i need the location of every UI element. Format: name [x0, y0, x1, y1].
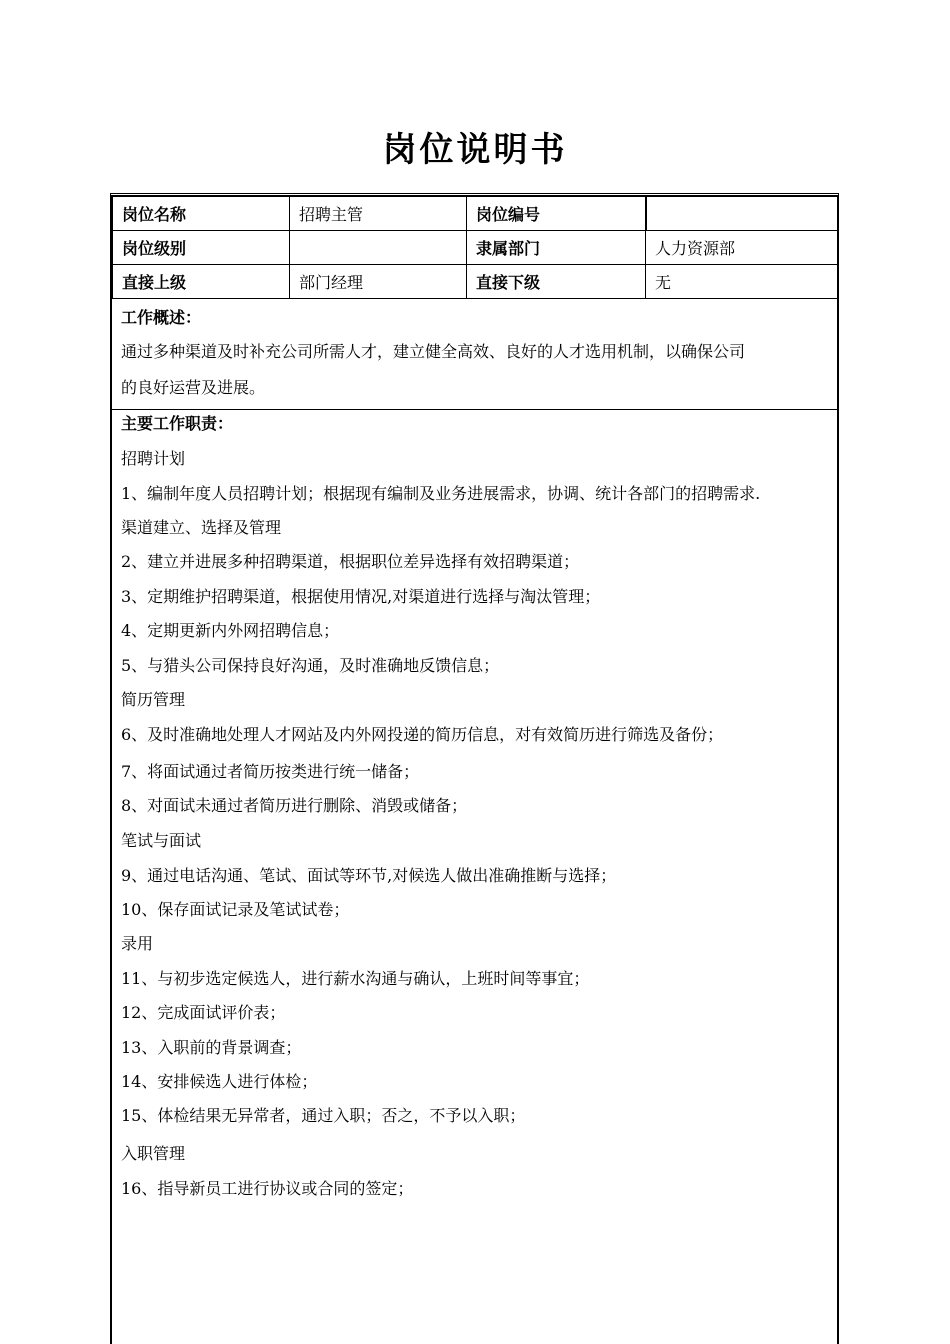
- duty-line: 12、完成面试评价表；: [121, 1003, 286, 1022]
- duty-line: 入职管理: [121, 1144, 186, 1163]
- position-name-value: 招聘主管: [290, 197, 467, 231]
- duty-line: 10、保存面试记录及笔试试卷；: [121, 900, 350, 919]
- department-value: 人力资源部: [646, 231, 838, 265]
- section-divider: [112, 409, 837, 410]
- duty-line: 8、对面试未通过者简历进行删除、消毁或储备；: [121, 796, 468, 815]
- summary-heading: 工作概述：: [121, 308, 202, 327]
- table-row: [113, 265, 838, 299]
- position-code-value: [646, 197, 838, 231]
- duties-heading: 主要工作职责：: [121, 414, 234, 433]
- duty-line: 1、编制年度人员招聘计划；根据现有编制及业务进展需求，协调、统计各部门的招聘需求.: [121, 484, 761, 503]
- position-info-table: [112, 196, 838, 299]
- duty-line: 14、安排候选人进行体检；: [121, 1072, 318, 1091]
- direct-subordinate-label: 直接下级: [467, 265, 646, 299]
- position-level-value: [290, 231, 467, 265]
- summary-line: 通过多种渠道及时补充公司所需人才，建立健全高效、良好的人才选用机制，以确保公司: [121, 342, 746, 361]
- department-label: 隶属部门: [467, 231, 646, 265]
- duty-line: 招聘计划: [121, 449, 186, 468]
- duty-line: 笔试与面试: [121, 831, 202, 850]
- duty-line: 16、指导新员工进行协议或合同的签定；: [121, 1179, 414, 1198]
- table-row: [113, 231, 838, 265]
- position-code-label: 岗位编号: [467, 197, 646, 231]
- duty-line: 简历管理: [121, 690, 186, 709]
- duty-line: 4、定期更新内外网招聘信息；: [121, 621, 340, 640]
- summary-line: 的良好运营及进展。: [121, 378, 266, 397]
- table-row: [113, 197, 838, 231]
- direct-superior-label: 直接上级: [113, 265, 290, 299]
- duty-line: 渠道建立、选择及管理: [121, 518, 282, 537]
- duty-line: 9、通过电话沟通、笔试、面试等环节,对候选人做出准确推断与选择；: [121, 866, 617, 885]
- duty-line: 7、将面试通过者简历按类进行统一储备；: [121, 762, 420, 781]
- duty-line: 2、建立并进展多种招聘渠道，根据职位差异选择有效招聘渠道；: [121, 552, 580, 571]
- duty-line: 11、与初步选定候选人，进行薪水沟通与确认，上班时间等事宜；: [121, 969, 590, 988]
- duty-line: 5、与猎头公司保持良好沟通，及时准确地反馈信息；: [121, 656, 500, 675]
- position-level-label: 岗位级别: [113, 231, 290, 265]
- duty-line: 6、及时准确地处理人才网站及内外网投递的简历信息，对有效简历进行筛选及备份；: [121, 725, 724, 744]
- direct-subordinate-value: 无: [646, 265, 838, 299]
- duty-line: 15、体检结果无异常者，通过入职；否之，不予以入职；: [121, 1106, 526, 1125]
- position-name-label: 岗位名称: [113, 197, 290, 231]
- duty-line: 3、定期维护招聘渠道，根据使用情况,对渠道进行选择与淘汰管理；: [121, 587, 601, 606]
- duty-line: 录用: [121, 934, 154, 953]
- direct-superior-value: 部门经理: [290, 265, 467, 299]
- page-title: 岗位说明书: [382, 130, 568, 170]
- duty-line: 13、入职前的背景调查；: [121, 1038, 302, 1057]
